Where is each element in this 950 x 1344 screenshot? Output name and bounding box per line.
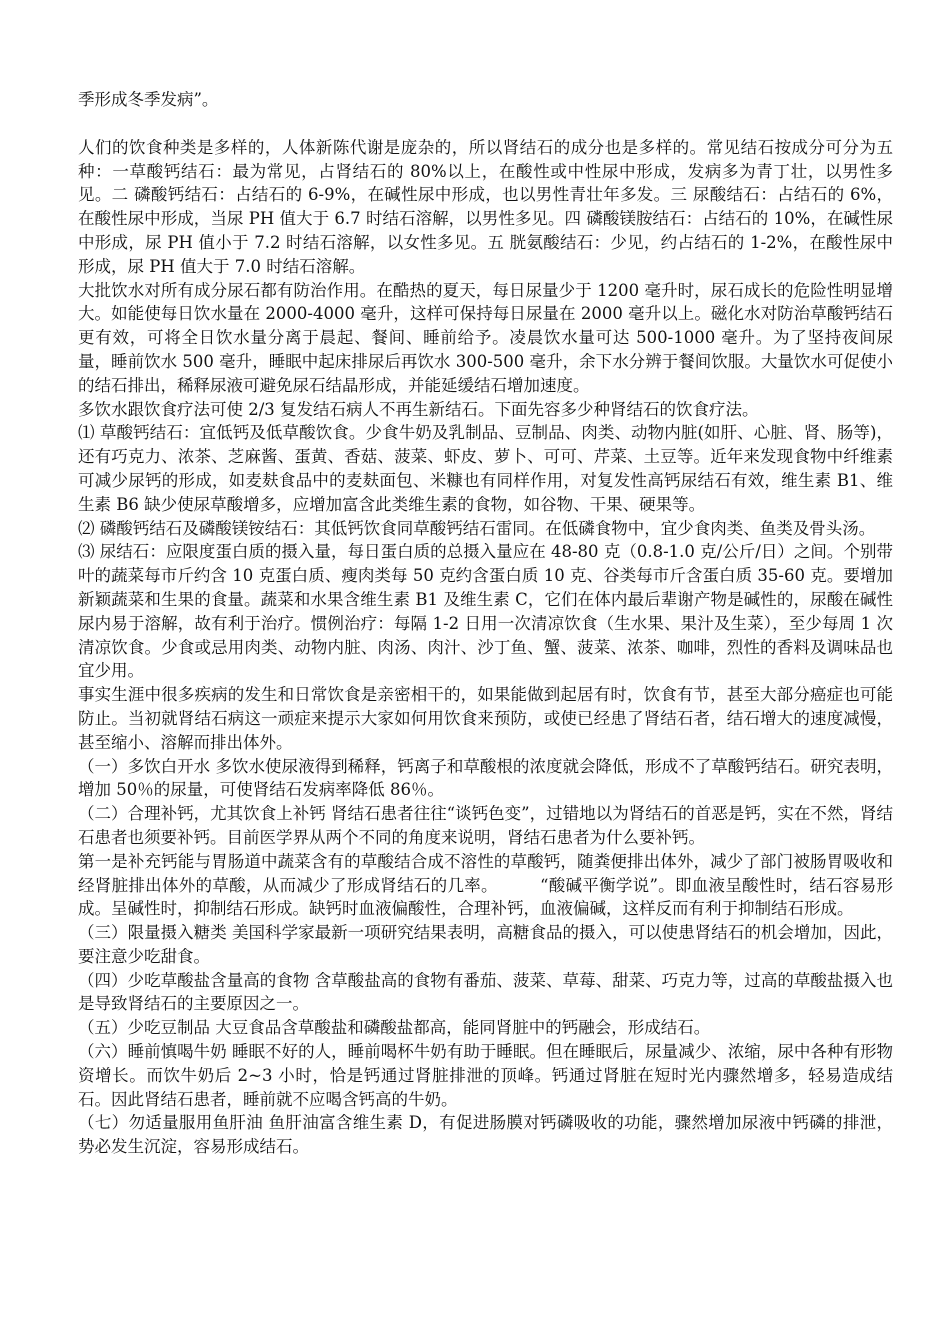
paragraph-water-intake: 大批饮水对所有成分尿石都有防治作用。在酷热的夏天，每日尿量少于 1200 毫升时，尿石成长的危险性明显增大。如能使每日饮水量在 2000-4000 毫升，这样可保持每日尿量在 2000 毫升以上。磁化水对防治草酸钙结石更有效，可将全日饮水量分离于晨起、餐间、睡前给予。凌晨饮水量可达 500-1000 毫升。为了坚持夜间尿量，睡前饮水 500 毫升，睡眠中起床排尿后再饮水 300-500 毫升，余下水分辨于餐间饮服。大量饮水可促使小的结石排出，稀释尿液可避免尿石结晶形成，并能延缓结石增加速度。 (78, 280, 893, 395)
paragraph-lifestyle: 事实生涯中很多疾病的发生和日常饮食是亲密相干的，如果能做到起居有时，饮食有节，甚至大部分癌症也可能防止。当初就肾结石病这一顽症来提示大家如何用饮食来预防，或使已经患了肾结石者，结石增大的速度减慢，甚至缩小、溶解而排出体外。 (78, 685, 893, 752)
paragraph-diet-intro: 多饮水跟饮食疗法可使 2/3 复发结石病人不再生新结石。下面先容多少种肾结石的饮食疗法。 (78, 399, 759, 419)
paragraph-tip-5: （五）少吃豆制品 大豆食品含草酸盐和磷酸盐都高，能同肾脏中的钙融会，形成结石。 (78, 1018, 711, 1038)
paragraph-calcium-oxalate: ⑴ 草酸钙结石：宜低钙及低草酸饮食。少食牛奶及乳制品、豆制品、肉类、动物内脏(如肝、心脏、肾、肠等)，还有巧克力、浓茶、芝麻酱、蛋黄、香菇、菠菜、虾皮、萝卜、可可、芹菜、土豆等。近年来发现食物中纤维素可减少尿钙的形成，如麦麸食品中的麦麸面包、米糠也有同样作用，对复发性高钙尿结石有效，维生素 B1、维生素 B6 缺少使尿草酸增多，应增加富含此类维生素的食物，如谷物、干果、硬果等。 (78, 423, 893, 514)
paragraph-tip-2: （二）合理补钙，尤其饮食上补钙 肾结石患者往往“谈钙色变”，过错地以为肾结石的首恶是钙，实在不然，肾结石患者也须要补钙。目前医学界从两个不同的角度来说明，肾结石患者为什么要补钙。 (78, 804, 893, 847)
paragraph-calcium-phosphate: ⑵ 磷酸钙结石及磷酸镁铵结石：其低钙饮食同草酸钙结石雷同。在低磷食物中，宜少食肉类、鱼类及骨头汤。 (78, 518, 876, 538)
blank-line (78, 112, 893, 136)
paragraph-tip-4: （四）少吃草酸盐含量高的食物 含草酸盐高的食物有番茄、菠菜、草莓、甜菜、巧克力等，过高的草酸盐摄入也是导致肾结石的主要原因之一。 (78, 970, 893, 1014)
paragraph-tip-6: （六）睡前慎喝牛奶 睡眠不好的人，睡前喝杯牛奶有助于睡眠。但在睡眠后，尿量减少、浓缩，尿中各种有形物资增长。而饮牛奶后 2~3 小时，恰是钙通过肾脏排泄的顶峰。钙通过肾脏在短时光内骤然增多，轻易造成结石。因此肾结石患者，睡前就不应喝含钙高的牛奶。 (78, 1042, 893, 1109)
document-body (78, 88, 893, 1159)
paragraph-stone-types: 人们的饮食种类是多样的，人体新陈代谢是庞杂的，所以肾结石的成分也是多样的。常见结石按成分可分为五种：一草酸钙结石：最为常见，占肾结石的 80%以上，在酸性或中性尿中形成，发病多为青丁壮，以男性多见。二 磷酸钙结石：占结石的 6-9%，在碱性尿中形成，也以男性青壮年多发。三 尿酸结石：占结石的 6%，在酸性尿中形成，当尿 PH 值大于 6.7 时结石溶解，以男性多见。四 磷酸镁胺结石：占结石的 10%，在碱性尿中形成，尿 PH 值小于 7.2 时结石溶解，以女性多见。五 胱氨酸结石：少见，约占结石的 1-2%，在酸性尿中形成，尿 PH 值大于 7.0 时结石溶解。 (78, 137, 893, 276)
paragraph-tip-2-detail: 第一是补充钙能与胃肠道中蔬菜含有的草酸结合成不溶性的草酸钙，随粪便排出体外，减少了部门被肠胃吸收和经肾脏排出体外的草酸，从而减少了形成肾结石的几率。 “酸碱平衡学说”。即血液呈酸性时，结石容易形成。呈碱性时，抑制结石形成。缺钙时血液偏酸性，合理补钙，血液偏碱，这样反而有利于抑制结石形成。 (78, 851, 893, 919)
paragraph-tip-1: （一）多饮白开水 多饮水使尿液得到稀释，钙离子和草酸根的浓度就会降低，形成不了草酸钙结石。研究表明，增加 50％的尿量，可使肾结石发病率降低 86％。 (78, 756, 893, 800)
opening-line: 季形成冬季发病”。 (78, 90, 219, 109)
paragraph-uric-acid: ⑶ 尿结石：应限度蛋白质的摄入量，每日蛋白质的总摄入量应在 48-80 克（0.8-1.0 克/公斤/日）之间。个别带叶的蔬菜每市斤约含 10 克蛋白质、瘦肉类每 50 克约含蛋白质 10 克、谷类每市斤含蛋白质 35-60 克。要增加新颖蔬菜和生果的食量。蔬菜和水果含维生素 B1 及维生素 C，它们在体内最后辈谢产物是碱性的，尿酸在碱性尿内易于溶解，故有利于治疗。惯例治疗：每隔 1-2 日用一次清凉饮食（生水果、果汁及生菜），至少每周 1 次清凉饮食。少食或忌用肉类、动物内脏、肉汤、肉汁、沙丁鱼、蟹、菠菜、浓茶、咖啡，烈性的香料及调味品也宜少用。 (78, 542, 893, 681)
paragraph-tip-7: （七）勿适量服用鱼肝油 鱼肝油富含维生素 D，有促进肠膜对钙磷吸收的功能，骤然增加尿液中钙磷的排泄，势必发生沉淀，容易形成结石。 (78, 1113, 893, 1157)
paragraph-tip-3: （三）限量摄入糖类 美国科学家最新一项研究结果表明，高糖食品的摄入，可以使患肾结石的机会增加，因此，要注意少吃甜食。 (78, 923, 893, 966)
